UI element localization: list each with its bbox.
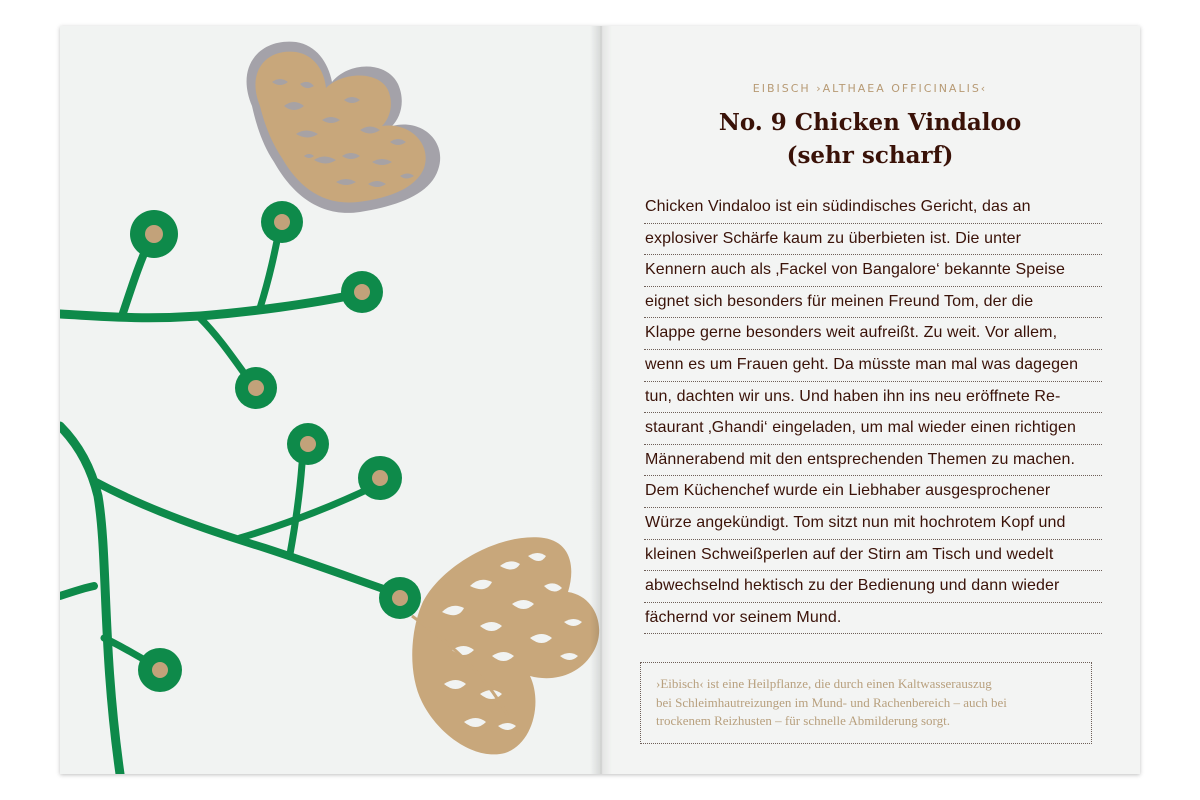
kicker-label: EIBISCH ›ALTHAEA OFFICINALIS‹ bbox=[752, 82, 988, 95]
recipe-title bbox=[600, 106, 1140, 172]
text-line: explosiver Schärfe kaum zu überbieten ist. Die unter bbox=[644, 224, 1102, 256]
text-line: kleinen Schweißperlen auf der Stirn am Tisch und wedelt bbox=[644, 540, 1102, 572]
footnote-line: bei Schleimhautreizungen im Mund- und Rachenbereich – auch bei bbox=[656, 694, 1007, 710]
leaf-top-illustration bbox=[247, 42, 441, 213]
leaf-bottom-illustration bbox=[412, 537, 599, 754]
book-spread bbox=[60, 26, 1140, 774]
text-line: Würze angekündigt. Tom sitzt nun mit hochrotem Kopf und bbox=[644, 508, 1102, 540]
text-line: fächernd vor seinem Mund. bbox=[644, 603, 1102, 635]
text-line: Männerabend mit den entsprechenden Themen zu machen. bbox=[644, 445, 1102, 477]
footnote-text bbox=[656, 675, 1086, 731]
left-page bbox=[60, 26, 600, 774]
text-line: Klappe gerne besonders weit aufreißt. Zu weit. Vor allem, bbox=[644, 318, 1102, 350]
text-line: Chicken Vindaloo ist ein südindisches Gericht, das an bbox=[644, 192, 1102, 224]
text-line: Dem Küchenchef wurde ein Liebhaber ausgesprochener bbox=[644, 476, 1102, 508]
footnote-line: ›Eibisch‹ ist eine Heilpflanze, die durch einen Kaltwasserauszug bbox=[656, 676, 992, 691]
text-line: tun, dachten wir uns. Und haben ihn ins neu eröffnete Re- bbox=[644, 382, 1102, 414]
title-line: No. 9 Chicken Vindaloo bbox=[718, 109, 1022, 136]
text-line: wenn es um Frauen geht. Da müsste man mal was dagegen bbox=[644, 350, 1102, 382]
right-page bbox=[600, 26, 1140, 774]
text-line: eignet sich besonders für meinen Freund Tom, der die bbox=[644, 287, 1102, 319]
text-line: staurant ‚Ghandi‘ eingeladen, um mal wieder einen richtigen bbox=[644, 413, 1102, 445]
green-stems-illustration bbox=[60, 226, 398, 774]
title-line: (sehr scharf) bbox=[786, 142, 954, 169]
text-line: Kennern auch als ‚Fackel von Bangalore‘ bekannte Speise bbox=[644, 255, 1102, 287]
body-text bbox=[644, 192, 1102, 634]
seed-pods-illustration bbox=[130, 201, 421, 692]
text-line: abwechselnd hektisch zu der Bedienung und dann wieder bbox=[644, 571, 1102, 603]
footnote-line: trockenem Reizhusten – für schnelle Abmilderung sorgt. bbox=[656, 713, 950, 728]
footnote-box bbox=[640, 662, 1092, 744]
plant-illustration bbox=[60, 26, 600, 774]
